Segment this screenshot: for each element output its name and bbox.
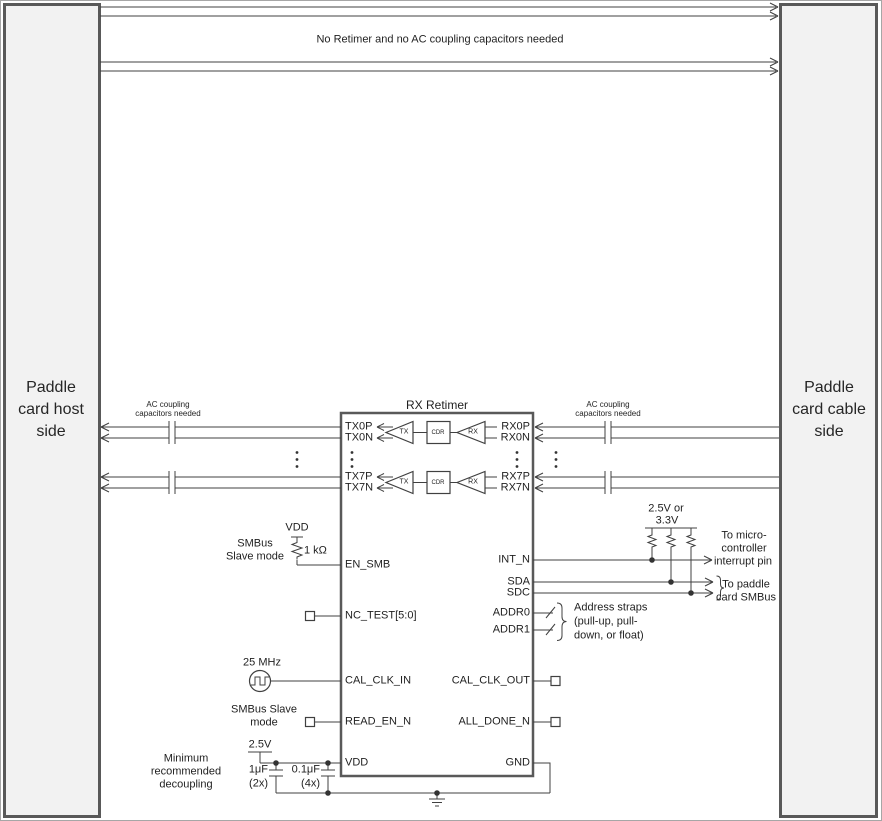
smbus-note-2: card SMBus [716,591,776,604]
ac-capacitor-icon [605,421,611,494]
pin-label-addr1: ADDR1 [492,623,530,636]
supply-rail-icon [248,752,272,763]
lane-label-tx0p: TX0P [345,420,373,433]
cable-card-label-3: side [814,423,844,440]
pin-label-all-done-n: ALL_DONE_N [458,715,530,728]
lane-label-tx7n: TX7N [345,481,374,494]
cal-clk-out-noconnect [533,677,560,686]
cable-lane-wires [535,421,779,494]
top-note: No Retimer and no AC coupling capacitors needed [316,33,564,46]
addr-straps [533,603,567,641]
noconnect-square-icon [306,718,315,727]
all-done-noconnect [533,718,560,727]
smbus-slave-mode-en-2: Slave mode [225,550,285,563]
read-en-noconnect [306,718,342,727]
resistor-icon [292,540,302,560]
noconnect-square-icon [551,718,560,727]
pin-label-read-en-n: READ_EN_N [345,715,412,728]
ac-capacitor-icon [169,421,175,494]
cap2-count: (4x) [301,777,320,790]
vdd-rail-icon [291,537,303,540]
host-card-label-2: card host [18,401,84,418]
cap2-value: 0.1μF [291,763,320,776]
addr-brace [557,603,567,641]
cap1-value: 1μF [248,763,268,776]
lane-label-tx0n: TX0N [345,431,374,444]
cal-clk-oscillator [250,671,342,692]
arrowheads [704,556,713,597]
pullup-supply-1: 2.5V or [648,502,684,515]
ac-coupling-right-1: AC coupling [586,400,630,409]
chip-title: RX Retimer [405,398,469,412]
int-note-2: controller [721,542,767,555]
oscillator-frequency: 25 MHz [243,656,281,669]
smbus-slave-mode-read-2: mode [250,716,278,729]
noconnect-square-icon [306,612,315,621]
lane-label-tx7p: TX7P [345,470,373,483]
smbus-slave-mode-en-1: SMBus [237,537,273,550]
pin-label-cal-clk-out: CAL_CLK_OUT [451,674,530,687]
smbus-pullup-network [533,528,724,600]
pin-label-int-n: INT_N [498,553,530,566]
ac-coupling-left-1: AC coupling [146,400,190,409]
int-note-3: interrupt pin [713,555,773,568]
host-card-label-3: side [36,423,66,440]
pin-label-cal-clk-in: CAL_CLK_IN [345,674,412,687]
vdd-supply-voltage: 2.5V [248,738,272,751]
addr-note-1: Address straps [574,601,648,614]
noconnect-square-icon [551,677,560,686]
addr-note-3: down, or float) [574,629,644,642]
capacitor2-icon [321,763,335,793]
smbus-slave-mode-read-1: SMBus Slave [230,703,298,716]
cable-card-label-2: card cable [792,401,866,418]
lane-label-rx0n: RX0N [500,431,530,444]
cable-card-label-1: Paddle [804,379,854,396]
decoupling-note-3: decoupling [159,778,213,791]
resistor-icon [648,533,656,549]
cap1-count: (2x) [249,777,268,790]
ac-coupling-left-2: capacitors needed [135,409,201,418]
pullup-supply-2: 3.3V [655,514,679,527]
pin-label-nc-test: NC_TEST[5:0] [345,609,417,622]
cdr-label-lane7: CDR [431,480,445,486]
lane-label-rx7p: RX7P [501,470,530,483]
tx-amp-label-lane7: TX [399,478,409,486]
right-arrowheads [770,3,778,75]
smbus-note-1: To paddle [722,578,770,591]
resistor-icon [667,533,675,549]
en-smb-resistor-value: 1 kΩ [304,544,327,557]
tx-amp-label-lane0: TX [399,428,409,436]
left-arrowheads [535,423,543,492]
decoupling-note-2: recommended [150,765,222,778]
strap-slash-icons [546,607,555,635]
supply-bar [645,528,697,533]
pin-label-vdd: VDD [345,756,369,769]
cdr-label-lane0: CDR [431,430,445,436]
lane-label-rx7n: RX7N [500,481,530,494]
host-card-label-1: Paddle [26,379,76,396]
en-smb-rail-label: VDD [285,521,309,534]
pin-label-gnd: GND [505,756,530,769]
rx-amp-label-lane0: RX [468,428,478,436]
decoupling-note-1: Minimum [163,752,209,765]
pin-label-sdc: SDC [506,586,530,599]
nc-test-noconnect [306,612,342,621]
rx-amp-label-lane7: RX [468,478,478,486]
addr-note-2: (pull-up, pull- [574,615,638,628]
pin-label-en-smb: EN_SMB [345,558,391,571]
pin-label-addr0: ADDR0 [492,606,530,619]
pin-label-sda: SDA [507,575,530,588]
int-note-1: To micro- [721,529,767,542]
lane-label-rx0p: RX0P [501,420,530,433]
resistor-icon [687,533,695,549]
capacitor1-icon [269,763,283,793]
left-arrowheads [101,423,109,492]
host-lane-wires [101,421,341,494]
ac-coupling-right-2: capacitors needed [575,409,641,418]
